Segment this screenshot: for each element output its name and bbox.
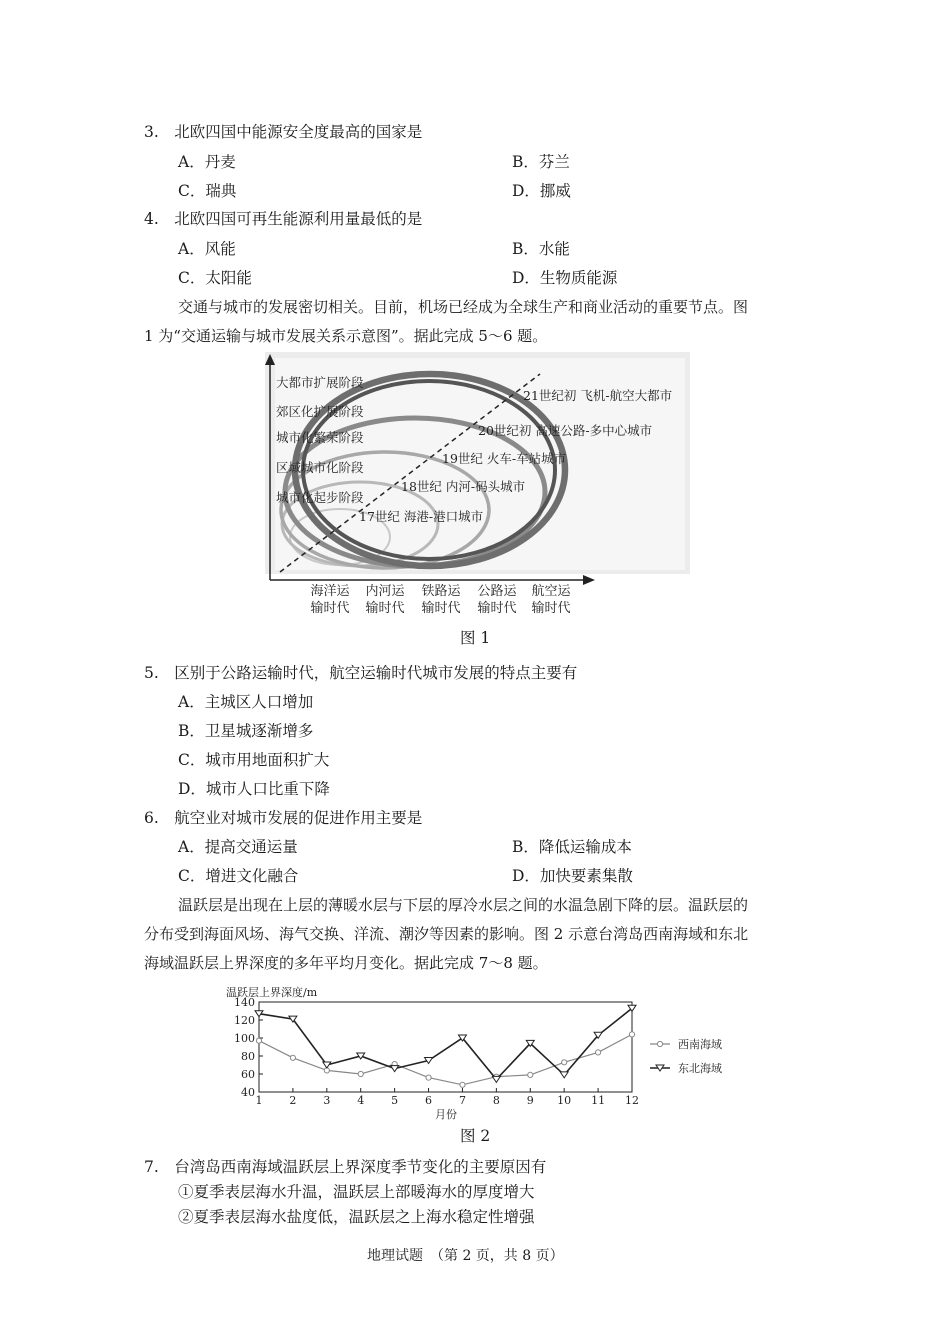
y-tick-label: 120 [234,1014,255,1027]
data-point-1 [528,1072,533,1077]
x-tick-label: 7 [458,1094,466,1107]
era-label-1: 21世纪初 飞机-航空大都市 [523,388,673,403]
q6-option-b: B．降低运输成本 [512,838,632,856]
x-tick-label: 9 [526,1094,534,1107]
q5-option-a: A．主城区人口增加 [178,693,314,711]
x-tick-label: 11 [591,1094,606,1107]
q3-option-d: D．挪威 [512,182,571,200]
x-label-1b: 输时代 [310,601,350,616]
question-6-stem: 6. 航空业对城市发展的促进作用主要是 [144,809,423,827]
data-point-2 [560,1072,568,1078]
stage-label-3: 城市化繁荣阶段 [276,430,364,445]
q7-statement-2: ②夏季表层海水盐度低，温跃层之上海水稳定性增强 [178,1208,535,1226]
q4-option-a: A．风能 [178,240,236,258]
x-label-3b: 输时代 [421,601,461,616]
legend-label-southwest: 西南海域 [678,1038,722,1051]
series-line-2 [259,1008,632,1079]
q6-option-d: D．加快要素集散 [512,867,633,885]
era-label-3: 19世纪 火车-车站城市 [442,451,567,466]
era-label-4: 18世纪 内河-码头城市 [401,479,526,494]
x-label-1a: 海洋运 [310,584,350,599]
stage-label-1: 大都市扩展阶段 [276,375,364,390]
q5-option-d: D．城市人口比重下降 [178,780,330,798]
x-label-5a: 航空运 [531,584,571,599]
passage-1-line-2: 1 为“交通运输与城市发展关系示意图”。据此完成 5～6 题。 [144,327,548,345]
x-axis-arrow-icon [583,575,595,585]
q7-statement-1: ①夏季表层海水升温，温跃层上部暖海水的厚度增大 [178,1183,535,1201]
figure-2-line-chart [222,980,742,1120]
q3-option-a: A．丹麦 [178,153,236,171]
passage-2-line-2: 分布受到海面风场、海气交换、洋流、潮汐等因素的影响。图 2 示意台湾岛西南海域和东北 [144,925,749,943]
data-point-1 [460,1082,465,1087]
page-footer: 地理试题 （第 2 页，共 8 页） [367,1248,564,1264]
q5-option-b: B．卫星城逐渐增多 [178,722,314,740]
x-tick-label: 6 [425,1094,433,1107]
data-point-1 [426,1075,431,1080]
passage-2-line-3: 海域温跃层上界深度的多年平均月变化。据此完成 7～8 题。 [144,954,548,972]
stage-label-2: 郊区化扩展阶段 [276,404,364,419]
data-point-1 [358,1071,363,1076]
figure-1-diagram [255,352,695,620]
x-tick-label: 8 [492,1094,500,1107]
q4-option-c: C．太阳能 [178,269,252,287]
x-tick-label: 12 [625,1094,639,1107]
y-tick-label: 40 [241,1086,255,1099]
plot-frame [259,1002,632,1092]
figure-1-caption: 图 1 [460,629,491,647]
data-point-1 [562,1060,567,1065]
y-tick-label: 100 [234,1032,255,1045]
x-tick-label: 1 [255,1094,263,1107]
q3-option-b: B．芬兰 [512,153,570,171]
x-label-4b: 输时代 [477,601,517,616]
q6-option-a: A．提高交通运量 [178,838,298,856]
passage-1-line-1: 交通与城市的发展密切相关。目前，机场已经成为全球生产和商业活动的重要节点。图 [178,298,749,316]
x-tick-label: 2 [289,1094,297,1107]
q6-option-c: C．增进文化融合 [178,867,299,885]
era-label-2: 20世纪初 高速公路-多中心城市 [478,423,653,438]
q3-option-c: C．瑞典 [178,182,237,200]
y-tick-label: 60 [241,1068,255,1081]
series-line-1 [259,1034,632,1084]
x-tick-label: 3 [323,1094,331,1107]
question-5-stem: 5. 区别于公路运输时代，航空运输时代城市发展的特点主要有 [144,664,578,682]
data-point-1 [290,1055,295,1060]
q4-option-d: D．生物质能源 [512,269,618,287]
era-label-5: 17世纪 海港-港口城市 [359,509,484,524]
x-label-2a: 内河运 [365,584,405,599]
passage-2-line-1: 温跃层是出现在上层的薄暖水层与下层的厚冷水层之间的水温急剧下降的层。温跃层的 [178,896,749,914]
y-tick-label: 80 [241,1050,255,1063]
data-point-1 [595,1050,600,1055]
q4-option-b: B．水能 [512,240,570,258]
x-label-4a: 公路运 [477,584,517,599]
question-7-stem: 7. 台湾岛西南海域温跃层上界深度季节变化的主要原因有 [144,1158,547,1176]
x-axis-title: 月份 [435,1108,457,1120]
stage-label-5: 城市化起步阶段 [276,490,364,505]
x-tick-label: 4 [357,1094,365,1107]
x-tick-label: 5 [391,1094,399,1107]
figure-2-caption: 图 2 [460,1127,491,1145]
y-tick-label: 140 [234,996,255,1009]
stage-label-4: 区域城市化阶段 [276,460,364,475]
y-axis-title: 温跃层上界深度/m [226,986,318,999]
data-point-1 [256,1038,261,1043]
legend-label-northeast: 东北海域 [678,1062,722,1075]
x-tick-label: 10 [557,1094,572,1107]
question-3-stem: 3. 北欧四国中能源安全度最高的国家是 [144,123,423,141]
data-point-2 [492,1076,500,1082]
x-label-2b: 输时代 [365,601,405,616]
data-point-1 [629,1032,634,1037]
q5-option-c: C．城市用地面积扩大 [178,751,330,769]
x-label-3a: 铁路运 [421,584,461,599]
x-label-5b: 输时代 [531,601,571,616]
question-4-stem: 4. 北欧四国可再生能源利用量最低的是 [144,210,423,228]
legend-marker-southwest [657,1041,662,1046]
